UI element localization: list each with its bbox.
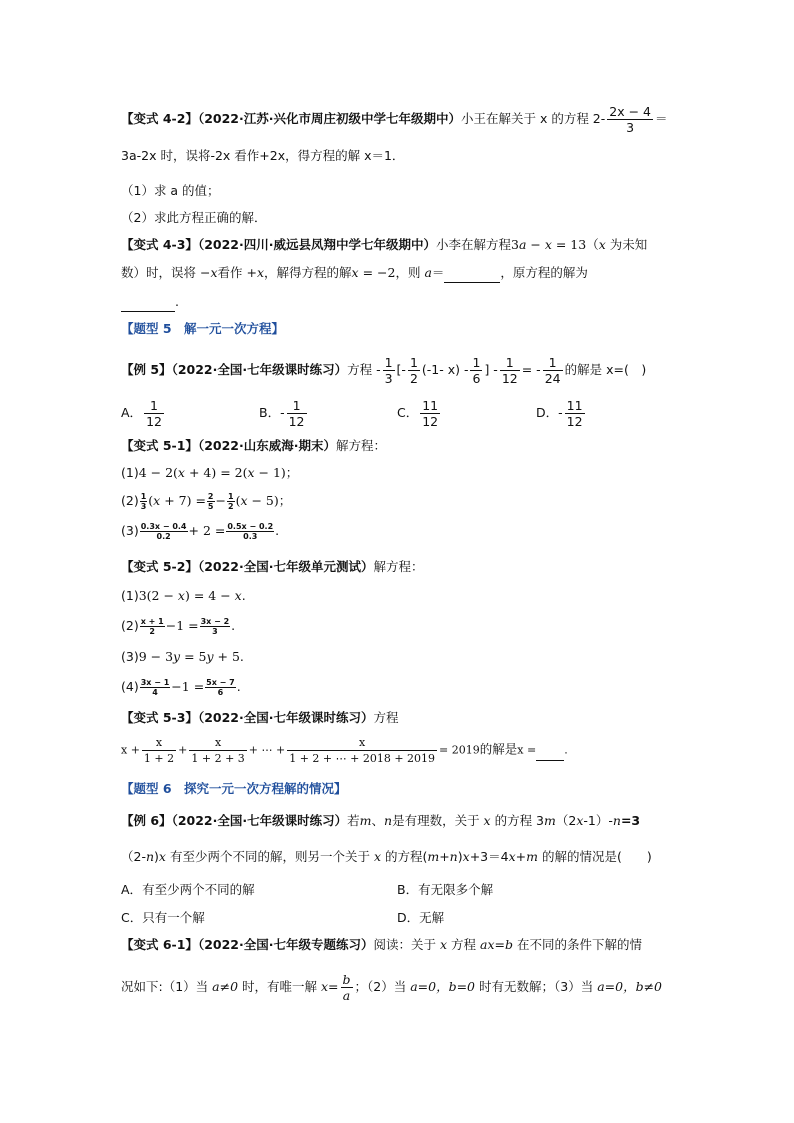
ex5-source: （2022·全国·七年级课时练习）	[171, 362, 348, 377]
frac-num: 1	[409, 355, 418, 370]
v42-line1	[121, 104, 668, 135]
v61-source: （2022·全国·七年级专题练习）	[197, 937, 374, 952]
option-text: 有至少两个不同的解	[142, 882, 255, 897]
frac-den: 12	[422, 414, 439, 429]
ex6-var: x	[369, 849, 385, 864]
option-sign: -	[558, 405, 563, 420]
v51-eq3	[121, 522, 279, 541]
frac-den: 6	[472, 371, 481, 386]
eq-fraction	[140, 522, 188, 541]
ex6-text: )	[457, 849, 463, 864]
v43-line2a: 数）时，误将	[121, 265, 197, 280]
frac-den: 3	[212, 627, 218, 636]
v42-question-1: （1）求 a 的值；	[121, 183, 220, 198]
frac-num: 1	[543, 355, 563, 371]
eq-fraction	[140, 492, 148, 511]
eq-end: .	[231, 618, 236, 633]
frac-num: x	[142, 735, 176, 751]
ex5-p1: [-	[396, 362, 406, 377]
option-label: B．	[259, 405, 281, 420]
v42-source: （2022·江苏·兴化市周庄初级中学七年级期中）	[197, 111, 461, 126]
eq-fraction	[227, 492, 235, 511]
frac-den: 1 + 2 + ⋯ + 2018 + 2019	[289, 752, 436, 765]
eq-end: ；	[278, 493, 292, 508]
ex6-var: m	[526, 849, 538, 864]
eq-part: (𝑥 − 5)	[235, 493, 279, 508]
ex6-text: 的方程(	[384, 849, 428, 864]
v51-tag: 【变式 5-1】	[121, 438, 198, 453]
ex5-p4: = -	[521, 362, 541, 377]
frac-num: 11	[566, 398, 583, 413]
ex5-option-b[interactable]	[259, 398, 309, 429]
v43-solution: 𝑥 = −2	[351, 265, 396, 280]
eq-label: (4)	[121, 679, 139, 694]
frac-num: x + 1	[140, 617, 164, 626]
option-fraction	[144, 398, 164, 429]
v61-condition: a=0，b=0	[406, 979, 479, 994]
v52-source: （2022·全国·七年级单元测试）	[197, 559, 374, 574]
eq-end: .	[275, 523, 280, 538]
ex6-text: =3	[620, 813, 641, 828]
v43-answer-blank-a[interactable]	[444, 264, 500, 283]
v43-tag: 【变式 4-3】	[121, 237, 198, 252]
frac-num: 3x − 1	[140, 678, 170, 687]
v52-eq1	[121, 587, 246, 605]
option-label: D．	[536, 405, 559, 420]
v43-a-equals: 𝑎＝	[420, 265, 445, 280]
v61-condition: a≠0	[208, 979, 242, 994]
option-label: B．	[397, 882, 419, 897]
v52-tag: 【变式 5-2】	[121, 559, 198, 574]
ex6-text: +3＝4	[469, 849, 509, 864]
ex6-text: （2	[555, 813, 577, 828]
option-label: A．	[121, 882, 143, 897]
eq-part: +	[178, 743, 188, 757]
ex6-var: n	[145, 849, 155, 864]
ex6-var: n	[612, 813, 621, 828]
v52-eq4	[121, 678, 241, 697]
ex5-frac-3	[470, 355, 482, 386]
ex6-option-c[interactable]	[121, 908, 205, 926]
v61-fraction	[341, 972, 353, 1003]
frac-num: 3x − 2	[200, 617, 230, 626]
v43-line1	[121, 236, 647, 254]
v43-end: .	[175, 294, 179, 309]
eq-end: ；	[285, 465, 299, 480]
frac-num: 1	[140, 492, 147, 501]
frac-num: 5x − 7	[206, 678, 235, 687]
frac-den: 4	[152, 688, 158, 697]
v43-text3: 为未知	[605, 237, 648, 252]
v43-equation: 3𝑎 − 𝑥 = 13	[511, 237, 587, 252]
ex5-option-c[interactable]	[397, 398, 442, 429]
ex6-text: )	[154, 849, 159, 864]
frac-den: 6	[217, 688, 224, 697]
option-text: 无解	[419, 910, 445, 925]
eq-end: .	[564, 743, 568, 757]
ex6-text: 的解的情况是( )	[538, 849, 652, 864]
v43-line2b: 看作	[217, 265, 243, 280]
frac-den: 3	[384, 371, 393, 386]
ex6-source: （2022·全国·七年级课时练习）	[171, 813, 348, 828]
eq-body: 3(2 − 𝑥) = 4 − 𝑥	[138, 588, 242, 603]
eq-fraction	[287, 735, 437, 766]
v53-tag: 【变式 5-3】	[121, 710, 198, 725]
ex6-var: x	[158, 849, 166, 864]
ex6-text: 有至少两个不同的解，则另一个关于	[165, 849, 370, 864]
v52-eq3	[121, 648, 244, 666]
frac-den: 2	[227, 502, 234, 511]
frac-num: 1	[144, 398, 164, 414]
ex6-var: 𝑛	[384, 813, 393, 828]
ex6-tag: 【例 6】	[121, 813, 172, 828]
eq-fraction	[200, 617, 231, 636]
frac-num: x	[189, 735, 246, 751]
frac-num: x	[287, 735, 437, 751]
v52-line	[121, 558, 424, 576]
ex6-var: x	[508, 849, 516, 864]
v42-line2: 3a-2x 时，误将-2x 看作+2x，得方程的解 x＝1．	[121, 148, 405, 163]
eq-part: + 2 =	[188, 523, 226, 538]
v53-line	[121, 709, 399, 727]
v53-source: （2022·全国·七年级课时练习）	[197, 710, 374, 725]
ex6-text: 、	[371, 813, 384, 828]
frac-num: 0.5x − 0.2	[227, 522, 274, 531]
v52-text: 解方程：	[373, 559, 424, 574]
frac-num: 1	[472, 355, 481, 370]
v61-text: ；（2）当	[354, 979, 407, 994]
eq-part: (𝑥 + 7) =	[148, 493, 206, 508]
v51-line	[121, 437, 386, 455]
v52-eq2	[121, 617, 235, 636]
v61-var: x=	[317, 979, 339, 994]
ex6-line2	[121, 848, 652, 866]
frac-num: 1	[227, 492, 234, 501]
frac-num: 1	[384, 355, 393, 370]
v51-text: 解方程：	[335, 438, 386, 453]
option-fraction	[565, 398, 585, 429]
v42-text: 小王在解关于 x 的方程 2-	[460, 111, 606, 126]
frac-den: 2	[409, 371, 418, 386]
v43-line2	[121, 264, 588, 283]
frac-den: 12	[566, 414, 583, 429]
v61-var: x	[436, 937, 451, 952]
v61-equation: ax=b	[476, 937, 517, 952]
frac-num: 1	[287, 398, 307, 414]
frac-num: 0.3x − 0.4	[140, 522, 187, 531]
eq-end: .	[241, 588, 246, 603]
ex6-text: 是有理数，关于	[392, 813, 480, 828]
v42-equals: ＝	[655, 111, 668, 126]
v61-text: 在不同的条件下解的情	[516, 937, 642, 952]
eq-part: = 2019	[439, 743, 480, 757]
ex6-option-d[interactable]	[397, 908, 444, 926]
v61-line2	[121, 972, 662, 1003]
v43-text2: （	[586, 237, 599, 252]
option-text: 只有一个解	[142, 910, 205, 925]
eq-fraction	[207, 492, 215, 511]
eq-fraction	[205, 678, 236, 697]
v42-frac-den: 3	[626, 120, 635, 135]
frac-num: 2	[207, 492, 214, 501]
ex6-var: m	[544, 813, 556, 828]
option-label: C．	[121, 910, 143, 925]
v61-line1	[121, 936, 642, 954]
v43-answer-blank-solution[interactable]	[121, 293, 175, 312]
eq-label: (1)	[121, 588, 139, 603]
ex5-tag: 【例 5】	[121, 362, 172, 377]
ex5-option-a[interactable]	[121, 398, 166, 429]
ex6-line1	[121, 812, 640, 830]
ex5-p2: (-1- x) -	[421, 362, 469, 377]
v61-text: 方程	[451, 937, 477, 952]
ex5-frac-2	[408, 355, 420, 386]
v61-text: 况如下:（1）当	[121, 979, 209, 994]
eq-part: −1 =	[165, 618, 199, 633]
v42-tag: 【变式 4-2】	[121, 111, 198, 126]
ex6-var: m+n	[427, 849, 458, 864]
v43-source: （2022·四川·威远县凤翔中学七年级期中）	[197, 237, 436, 252]
v53-answer-blank[interactable]	[536, 742, 564, 761]
eq-xeq: x =	[517, 743, 537, 757]
frac-den: 1 + 2 + 3	[191, 752, 245, 765]
eq-fraction	[226, 522, 274, 541]
ex6-var: x	[576, 813, 584, 828]
frac-num: b	[342, 972, 351, 987]
option-text: 有无限多个解	[418, 882, 494, 897]
ex6-text: -1）-	[583, 813, 613, 828]
option-label: A．	[121, 405, 143, 420]
eq-fraction	[140, 678, 171, 697]
frac-den: 2	[149, 627, 155, 636]
section-title-type5: 【题型 5 解一元一次方程】	[121, 321, 285, 336]
v61-text: 时有无数解；（3）当	[479, 979, 594, 994]
frac-num: 1	[500, 355, 520, 371]
eq-fraction	[142, 735, 176, 766]
ex6-var: x	[462, 849, 470, 864]
v61-text: 阅读：关于	[373, 937, 436, 952]
eq-part: x +	[121, 743, 140, 757]
option-fraction	[420, 398, 440, 429]
option-label: C．	[397, 405, 419, 420]
frac-den: 12	[146, 414, 162, 429]
frac-num: 11	[422, 398, 439, 413]
ex5-option-d[interactable]	[536, 398, 587, 429]
option-sign: -	[280, 405, 285, 420]
frac-den: 0.3	[243, 532, 258, 541]
option-fraction	[287, 398, 307, 429]
ex6-var: x	[479, 813, 495, 828]
frac-den: 24	[544, 371, 561, 386]
v51-eq1	[121, 464, 298, 482]
v43-line2e: ，原方程的解为	[500, 265, 588, 280]
eq-label: (2)	[121, 618, 139, 633]
v61-tag: 【变式 6-1】	[121, 937, 198, 952]
v53-text: 方程	[373, 710, 399, 725]
v42-fraction	[607, 104, 653, 135]
eq-part: −	[215, 493, 226, 508]
v43-line3	[121, 293, 179, 312]
frac-den: 1 + 2	[143, 752, 175, 765]
v43-text1: 小李在解方程	[435, 237, 511, 252]
frac-den: 12	[288, 414, 305, 429]
eq-part: −1 =	[171, 679, 205, 694]
frac-den: 5	[207, 502, 214, 511]
section-title-type6: 【题型 6 探究一元一次方程解的情况】	[121, 781, 347, 796]
ex5-pre: 方程 -	[347, 362, 381, 377]
v42-frac-num: 2x − 4	[609, 104, 652, 119]
v51-source: （2022·山东威海·期末）	[197, 438, 336, 453]
eq-label: (2)	[121, 493, 139, 508]
eq-label: (3)	[121, 523, 139, 538]
frac-den: a	[342, 988, 351, 1003]
v42-question-2: （2）求此方程正确的解．	[121, 210, 267, 225]
ex6-text: （2-	[121, 849, 146, 864]
ex6-var: 𝑚	[359, 813, 372, 828]
eq-body: 9 − 3𝑦 = 5𝑦 + 5	[138, 649, 240, 664]
v61-text: 时，有唯一解	[242, 979, 318, 994]
ex5-p3: ] -	[484, 362, 498, 377]
ex5-frac-1	[383, 355, 395, 386]
ex6-option-b[interactable]	[397, 880, 493, 898]
eq-fraction	[189, 735, 246, 766]
v51-eq2	[121, 492, 291, 511]
ex6-option-a[interactable]	[121, 880, 255, 898]
ex6-text: +	[515, 849, 527, 864]
eq-label: (1)	[121, 465, 139, 480]
frac-den: 12	[501, 371, 518, 386]
eq-body: 4 − 2(𝑥 + 4) = 2(𝑥 − 1)	[138, 465, 286, 480]
frac-den: 3	[140, 502, 147, 511]
v43-var-x: 𝑥	[598, 237, 606, 252]
v43-line2d: ，则	[395, 265, 421, 280]
ex6-text: 若	[347, 813, 360, 828]
eq-fraction	[140, 617, 165, 636]
eq-label: (3)	[121, 649, 139, 664]
ex5-line	[121, 355, 646, 386]
v43-pos-x: +𝑥	[242, 265, 265, 280]
ex5-post: 的解是 x=( )	[564, 362, 647, 377]
v61-condition: a=0，b≠0	[593, 979, 662, 994]
ex5-frac-4	[500, 355, 520, 386]
eq-end: .	[236, 679, 241, 694]
v43-neg-x: −𝑥	[196, 265, 218, 280]
frac-den: 0.2	[156, 532, 171, 541]
eq-end: .	[239, 649, 244, 664]
v53-equation	[121, 735, 568, 766]
eq-part: + ⋯ +	[248, 743, 286, 757]
eq-post: 的解是	[479, 741, 518, 757]
ex5-frac-5	[543, 355, 563, 386]
ex6-text: 的方程 3	[494, 813, 545, 828]
v43-line2c: ，解得方程的解	[264, 265, 352, 280]
option-label: D．	[397, 910, 420, 925]
